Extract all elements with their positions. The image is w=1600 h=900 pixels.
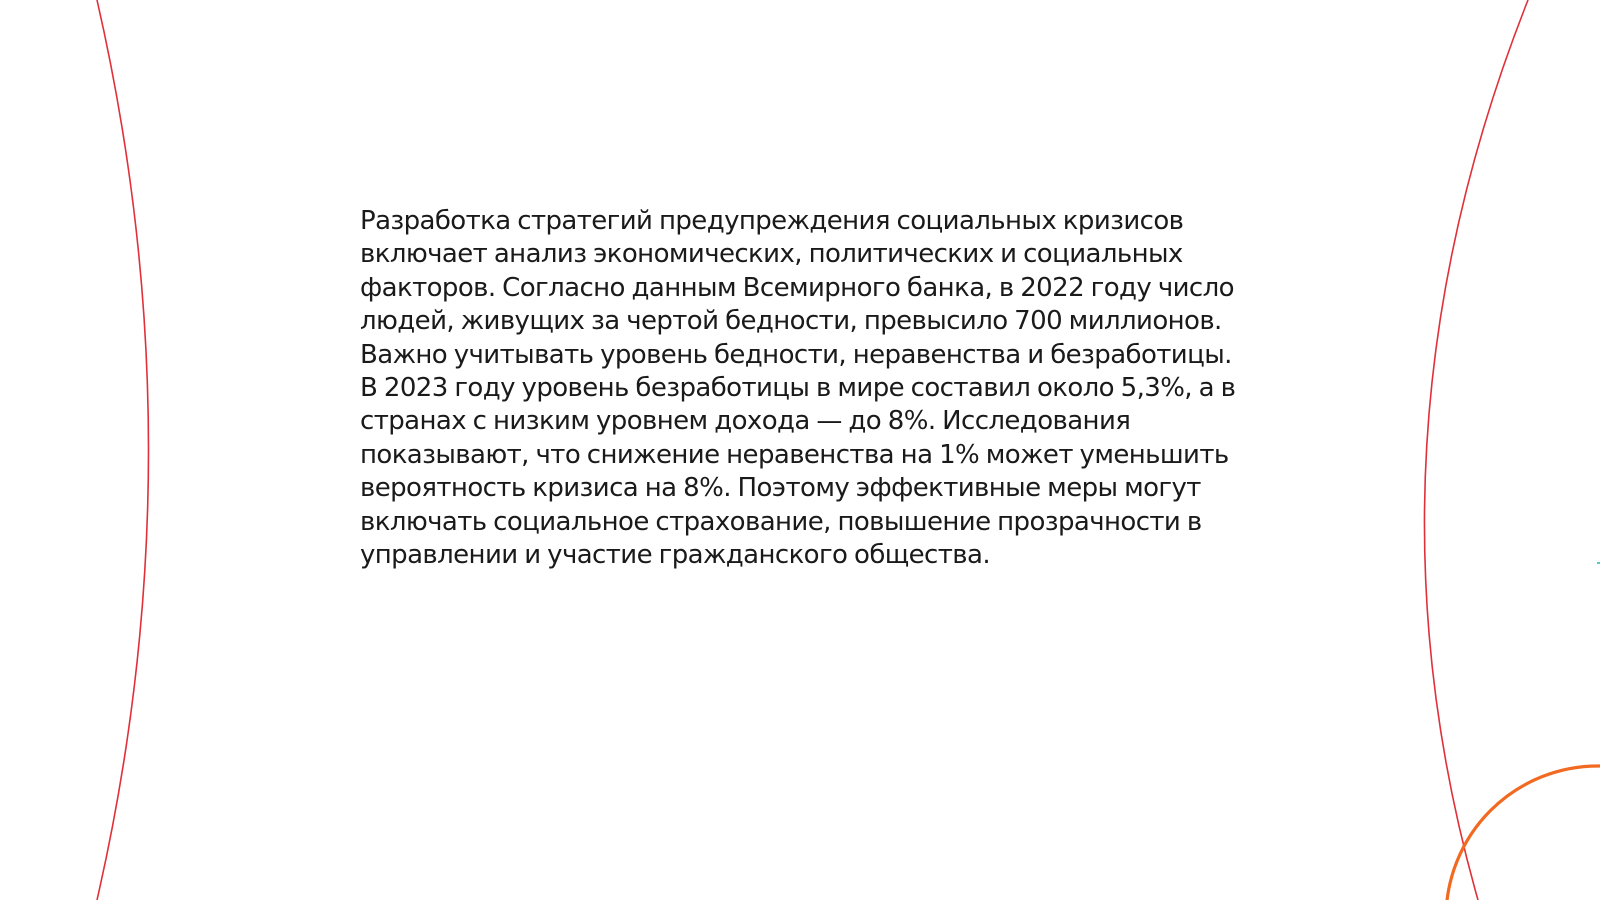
- right-arc-line: [1424, 0, 1528, 900]
- corner-circle-decoration: [1446, 766, 1600, 900]
- left-arc-line: [97, 0, 149, 900]
- body-paragraph: Разработка стратегий предупреждения социальных кризисов включает анализ экономических, политических и социальных факторов. Согласно данным Всемирного банка, в 2022 году число людей, живущих за чертой бедности, превысило 700 миллионов. Важно учитывать уровень бедности, неравенства и безработицы. В 2023 году уровень безработицы в мире составил около 5,3%, а в странах с низким уровнем дохода — до 8%. Исследования показывают, что снижение неравенства на 1% может уменьшить вероятность кризиса на 8%. Поэтому эффективные меры могут включать социальное страхование, повышение прозрачности в управлении и участие гражданского общества.: [360, 206, 1236, 571]
